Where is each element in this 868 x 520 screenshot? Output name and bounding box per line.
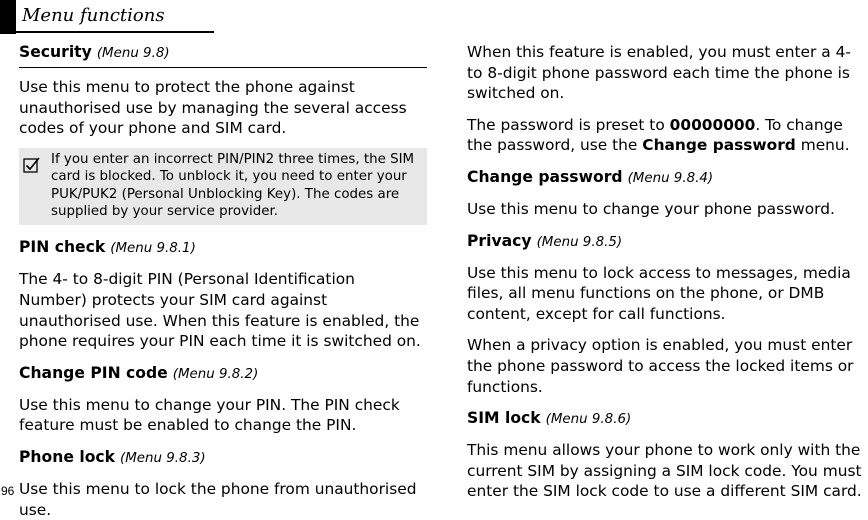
change-password-title: Change password — [467, 167, 623, 186]
right-column — [467, 42, 867, 502]
sim-lock-text: This menu allows your phone to work only with the current SIM by assigning a SIM lock code. You must enter the SIM lock code to use a different SIM card. — [467, 441, 862, 501]
phone-lock-text: Use this menu to lock the phone from unauthorised use. — [19, 479, 417, 519]
change-pin-title: Change PIN code — [19, 363, 168, 382]
password-preset-before: The password is preset to — [467, 115, 670, 134]
security-heading — [19, 42, 427, 64]
password-preset-middle: . To change the password, use the — [467, 115, 843, 155]
default-password-code: 00000000 — [669, 115, 756, 134]
pin-check-heading — [19, 237, 427, 259]
security-menu-ref: (Menu 9.8) — [96, 46, 170, 61]
privacy-text-2: When a privacy option is enabled, you must enter the phone password to access the locked items or functions. — [467, 336, 854, 396]
privacy-text: Use this menu to lock access to messages, media files, all menu functions on the phone, or DMB content, except for call functions. — [467, 263, 851, 323]
header-rule — [14, 31, 214, 33]
sim-lock-title: SIM lock — [467, 409, 541, 428]
pin-check-text: The 4- to 8-digit PIN (Personal Identification Number) protects your SIM card against unauthorised use. When this feature is enabled, the phone requires your PIN each time it is switched on. — [19, 270, 421, 351]
change-pin-heading — [19, 363, 427, 385]
change-pin-text: Use this menu to change your PIN. The PIN check feature must be enabled to change the PIN. — [19, 395, 400, 435]
phone-lock-continued-text: When this feature is enabled, you must enter a 4- to 8-digit phone password each time the phone is switched on. — [467, 43, 851, 103]
privacy-heading — [467, 231, 867, 253]
note-box — [19, 148, 427, 226]
change-password-heading — [467, 167, 867, 189]
password-preset-text — [467, 115, 867, 156]
phone-lock-heading — [19, 447, 427, 469]
password-preset-after: menu. — [795, 136, 850, 155]
change-password-menu-ref: (Menu 9.8.4) — [627, 170, 714, 186]
pin-check-title: PIN check — [19, 238, 106, 257]
change-password-menu-name: Change password — [642, 136, 796, 155]
pin-check-menu-ref: (Menu 9.8.1) — [110, 241, 196, 257]
change-password-text: Use this menu to change your phone password. — [467, 199, 835, 218]
note-check-icon — [23, 156, 41, 174]
security-text: Use this menu to protect the phone against unauthorised use by managing the several access codes of your phone and SIM card. — [19, 78, 407, 138]
privacy-menu-ref: (Menu 9.8.5) — [536, 234, 623, 250]
security-title: Security — [19, 43, 92, 61]
phone-lock-title: Phone lock — [19, 447, 116, 466]
left-column — [19, 42, 427, 520]
change-pin-menu-ref: (Menu 9.8.2) — [172, 366, 259, 382]
sim-lock-heading — [467, 408, 867, 430]
sim-lock-menu-ref: (Menu 9.8.6) — [545, 412, 632, 428]
page-number: 96 — [1, 484, 15, 498]
note-text: If you enter an incorrect PIN/PIN2 three times, the SIM card is blocked. To unblock it, you need to enter your PUK/PUK2 (Personal Unblocking Key). The codes are supplied by your service provider. — [51, 151, 415, 219]
section-rule — [19, 67, 427, 68]
privacy-title: Privacy — [467, 231, 532, 250]
phone-lock-menu-ref: (Menu 9.8.3) — [120, 450, 206, 466]
header-marker — [0, 0, 16, 34]
page-header-title: Menu functions — [22, 5, 165, 26]
